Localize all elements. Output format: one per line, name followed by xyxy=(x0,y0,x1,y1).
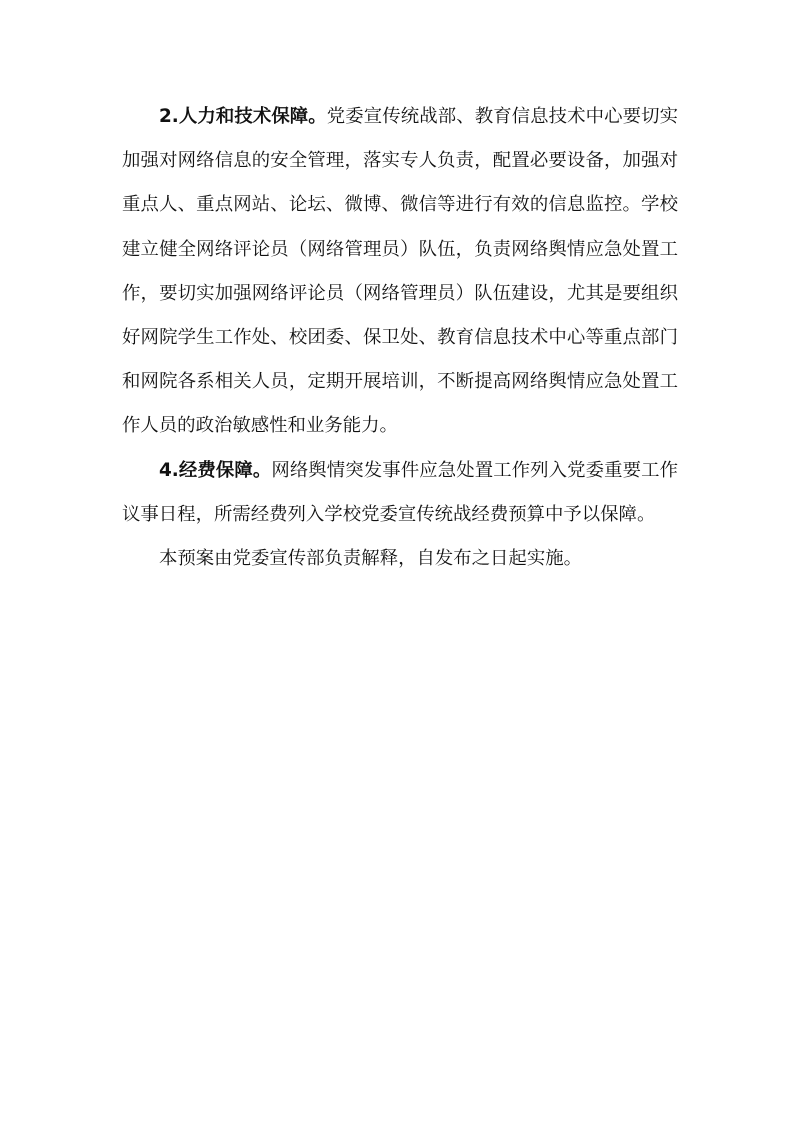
paragraph-text: 党委宣传统战部、教育信息技术中心要切实加强对网络信息的安全管理，落实专人负责，配置必要设备，加强对重点人、重点网站、论坛、微博、微信等进行有效的信息监控。学校建立健全网络评论员（网络管理员）队伍，负责网络舆情应急处置工作，要切实加强网络评论员（网络管理员）队伍建设，尤其是要组织好网院学生工作处、校团委、保卫处、教育信息技术中心等重点部门和网院各系相关人员，定期开展培训，不断提高网络舆情应急处置工作人员的政治敏感性和业务能力。 xyxy=(122,106,678,437)
paragraph-interpretation-clause xyxy=(122,537,678,581)
paragraph-text: 本预案由党委宣传部负责解释，自发布之日起实施。 xyxy=(159,548,582,570)
document-body xyxy=(122,95,678,581)
paragraph-text: 网络舆情突发事件应急处置工作列入党委重要工作议事日程，所需经费列入学校党委宣传统战经费预算中予以保障。 xyxy=(122,459,678,525)
paragraph-human-technical-support xyxy=(122,95,678,449)
paragraph-heading: 2.人力和技术保障。 xyxy=(159,106,327,127)
paragraph-funding-support xyxy=(122,449,678,537)
paragraph-heading: 4.经费保障。 xyxy=(159,459,272,481)
